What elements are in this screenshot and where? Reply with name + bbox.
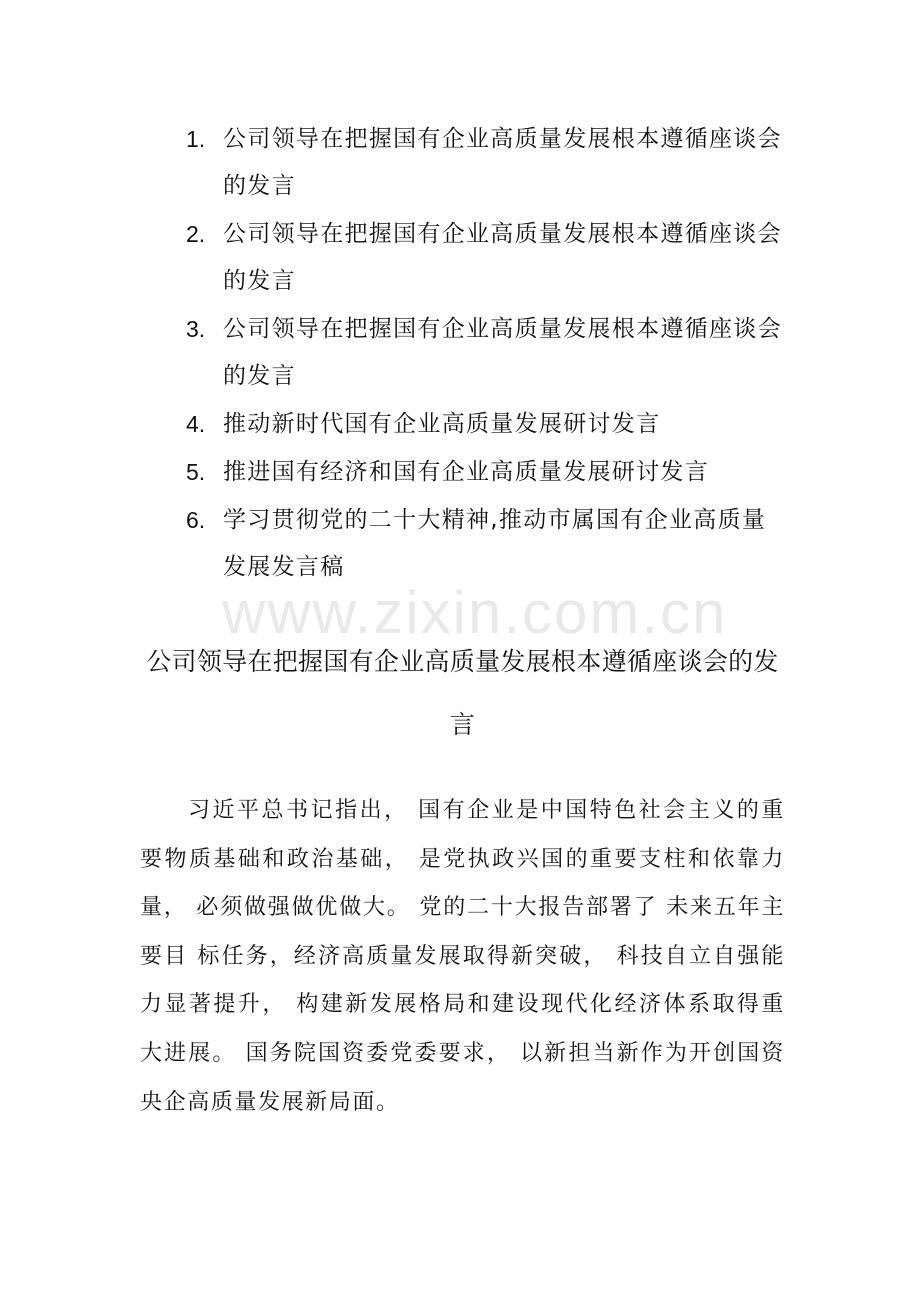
- article-title: 公司领导在把握国有企业高质量发展根本遵循座谈会的发言: [146, 647, 779, 739]
- toc-number: 5.: [186, 459, 206, 485]
- toc-item-text: 推进国有经济和国有企业高质量发展研讨发言: [223, 459, 709, 485]
- toc-item-6: [186, 497, 786, 591]
- toc-number: 1.: [186, 126, 206, 152]
- toc-item-3: [186, 306, 786, 400]
- toc-number: 6.: [186, 507, 206, 533]
- article-paragraph: 习近平总书记指出， 国有企业是中国特色社会主义的重要物质基础和政治基础， 是党执政兴国的重要支柱和依靠力量， 必须做强做优做大。 党的二十大报告部署了 未来五年主要目 标任务，经济高质量发展取得新突破， 科技自立自强能力显著提升， 构建新发展格局和建设现代化经济体系取得重大进展。 国务院国资委党委要求， 以新担当新作为开创国资央企高质量发展新局面。: [140, 798, 785, 1115]
- toc-item-2: [186, 211, 786, 305]
- toc-item-4: [186, 401, 786, 448]
- toc-number: 2.: [186, 221, 206, 247]
- toc-item-text: 公司领导在把握国有企业高质量发展根本遵循座谈会的发言: [223, 316, 782, 389]
- toc-item-text: 推动新时代国有企业高质量发展研讨发言: [223, 411, 661, 437]
- toc-item-text: 公司领导在把握国有企业高质量发展根本遵循座谈会的发言: [223, 126, 782, 199]
- table-of-contents: [186, 116, 786, 592]
- toc-item-text: 学习贯彻党的二十大精神,推动市属国有企业高质量发展发言稿: [223, 507, 767, 580]
- toc-item-text: 公司领导在把握国有企业高质量发展根本遵循座谈会的发言: [223, 221, 782, 294]
- watermark: www.zixin.com.cn: [222, 579, 728, 646]
- toc-number: 3.: [186, 316, 206, 342]
- toc-item-1: [186, 116, 786, 210]
- toc-item-5: [186, 449, 786, 496]
- toc-number: 4.: [186, 411, 206, 437]
